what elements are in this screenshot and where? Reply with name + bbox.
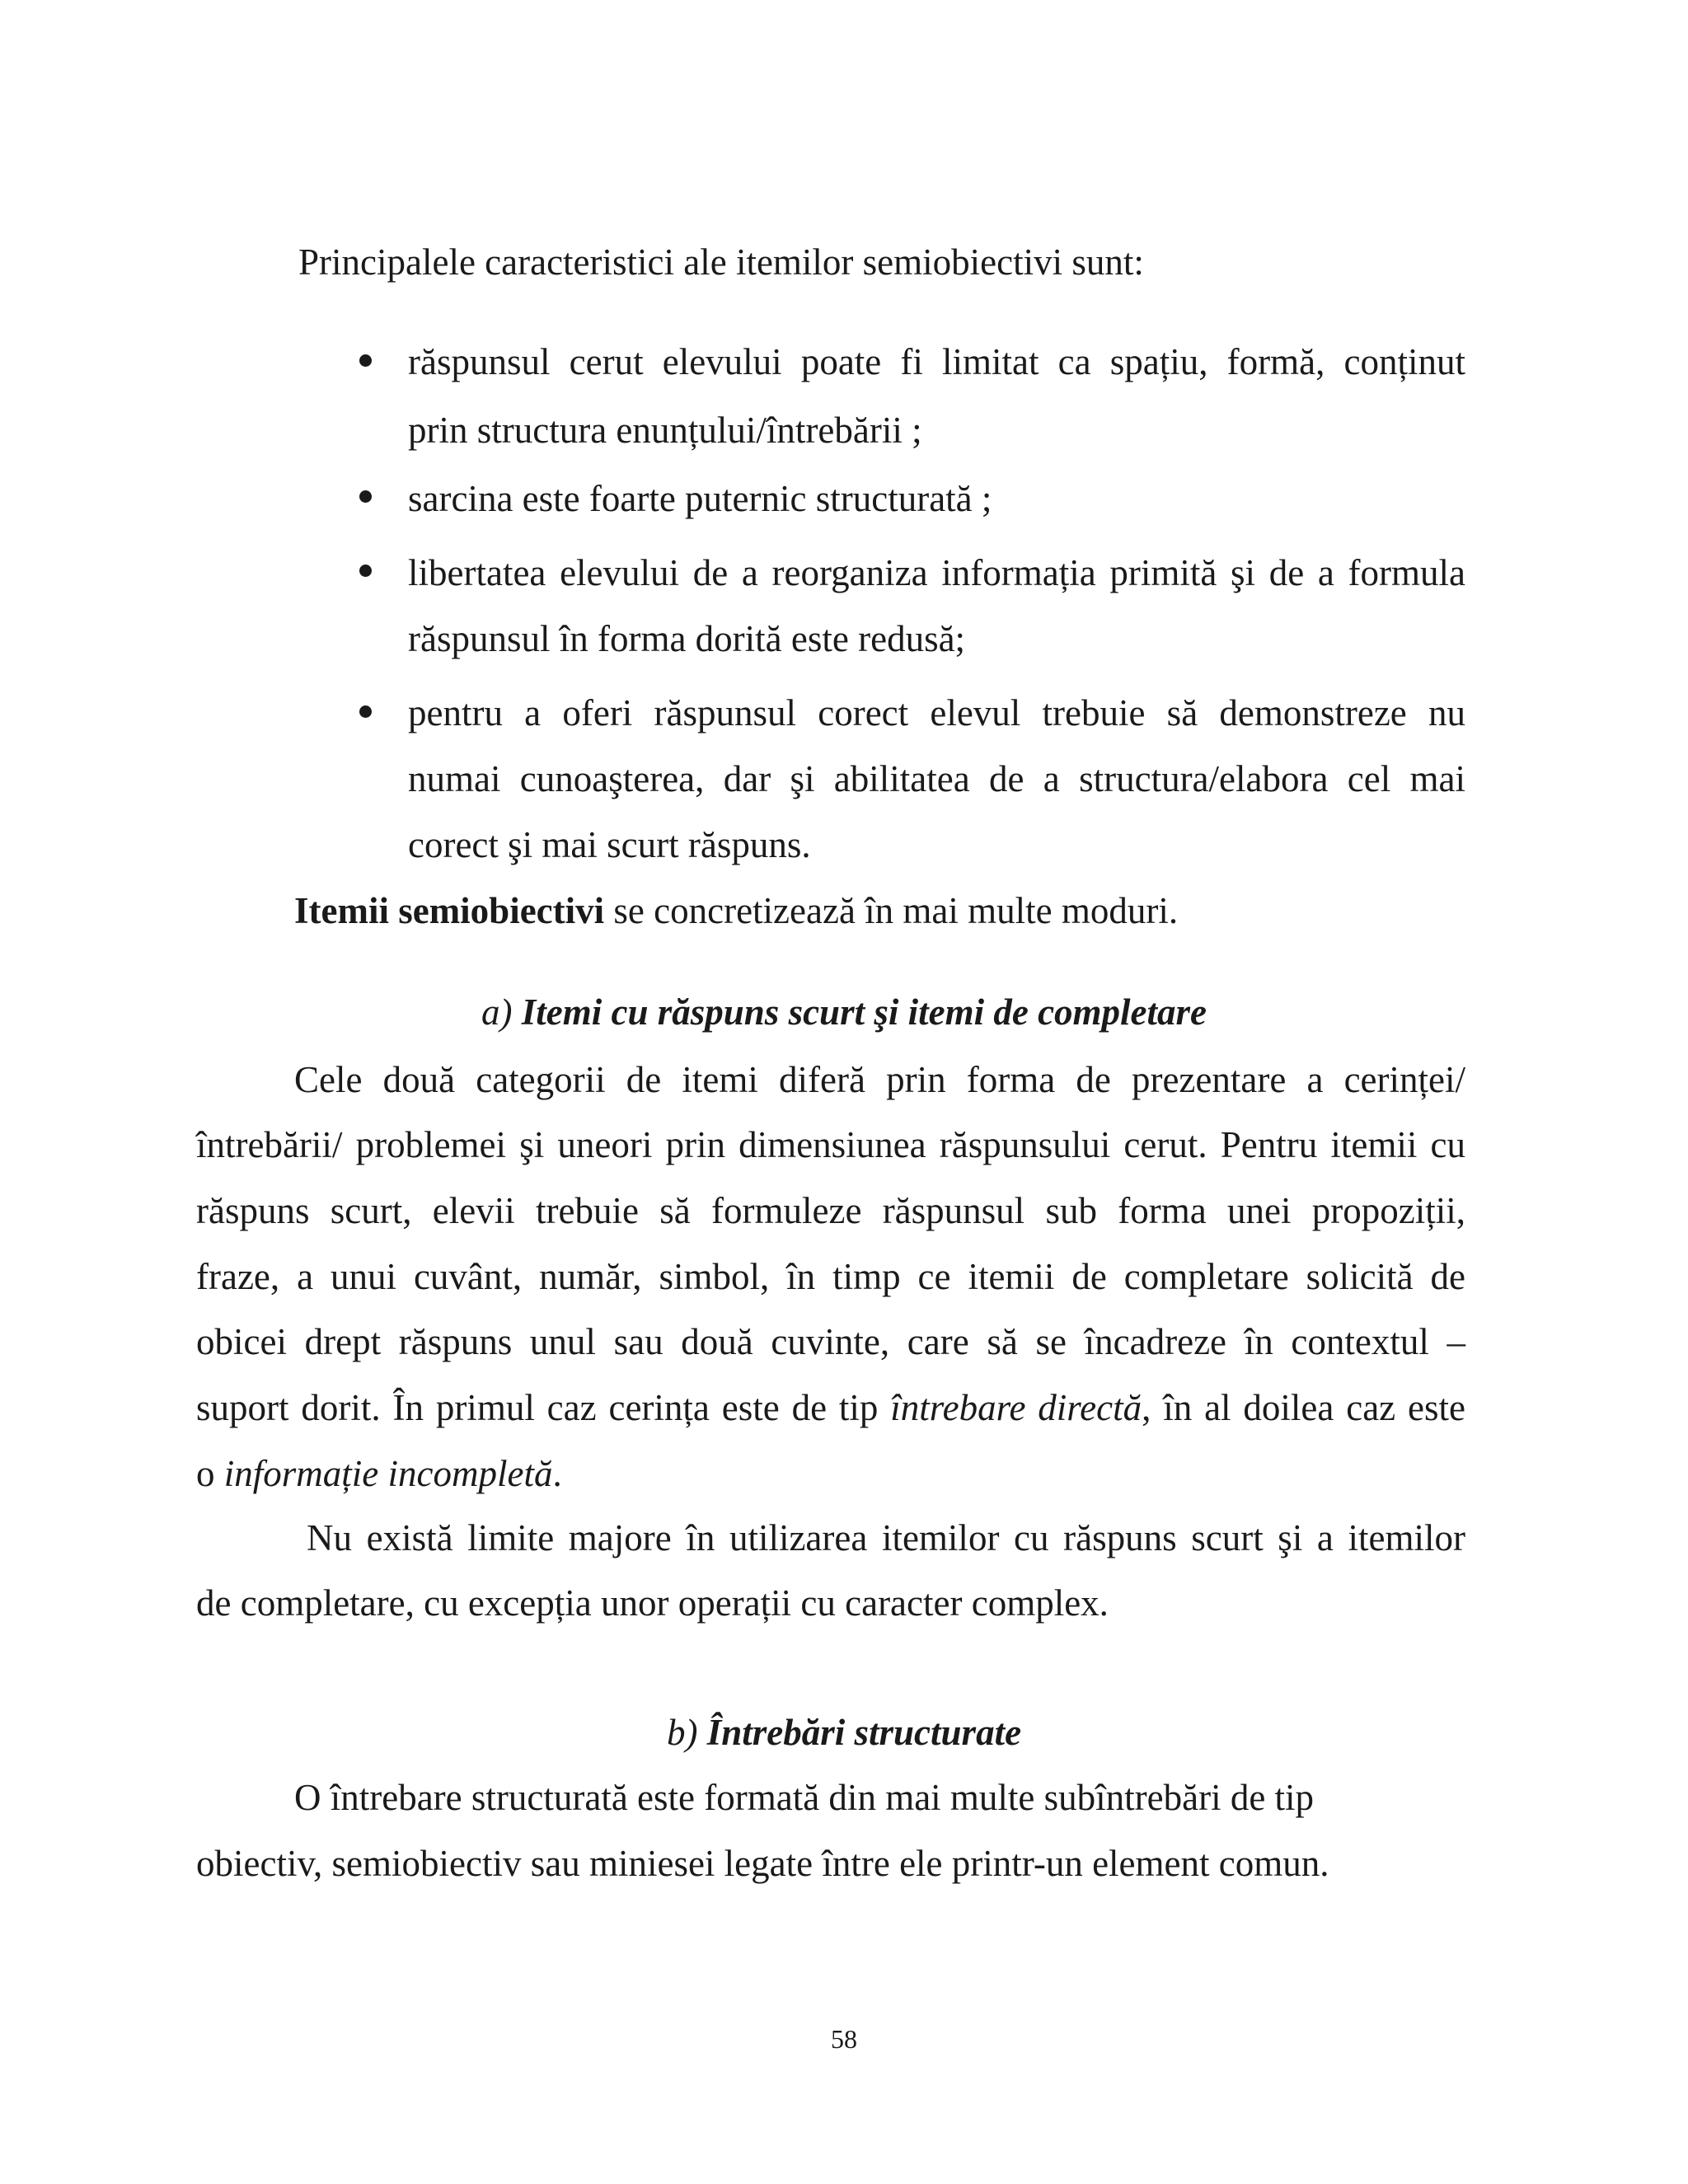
bullet-icon bbox=[359, 354, 372, 367]
summary-bold: Itemii semiobiectivi bbox=[294, 890, 605, 931]
section-a-p2-line-2: de completare, cu excepția unor operații cu caracter complex. bbox=[196, 1582, 1109, 1624]
section-b-p-line-2: obiectiv, semiobiectiv sau miniesei legate între ele printr-un element comun. bbox=[196, 1843, 1329, 1884]
text-span: . bbox=[552, 1453, 562, 1494]
emphasis-text: informație incompletă bbox=[223, 1453, 553, 1494]
section-a-prefix: a) bbox=[481, 991, 522, 1033]
section-b-prefix: b) bbox=[666, 1712, 707, 1753]
section-a-p1-line-1: Cele două categorii de itemi diferă prin forma de prezentare a cerinței/ bbox=[294, 1059, 1465, 1100]
summary-line bbox=[294, 888, 1178, 934]
emphasis-text: întrebare directă bbox=[890, 1387, 1142, 1428]
section-b-heading bbox=[0, 1709, 1688, 1755]
summary-rest: se concretizează în mai multe moduri. bbox=[604, 890, 1179, 931]
intro-text: Principalele caracteristici ale itemilor semiobiectivi sunt: bbox=[298, 241, 1144, 283]
section-a-title: Itemi cu răspuns scurt şi itemi de completare bbox=[521, 991, 1207, 1033]
bullet-4-line-1: pentru a oferi răspunsul corect elevul trebuie să demonstreze nu bbox=[408, 692, 1465, 733]
bullet-1-line-1: răspunsul cerut elevului poate fi limitat ca spațiu, formă, conținut bbox=[408, 341, 1465, 382]
section-a-p1-line-6 bbox=[196, 1385, 1465, 1431]
section-a-p1-line-2: întrebării/ problemei şi uneori prin dimensiunea răspunsului cerut. Pentru itemii cu bbox=[196, 1124, 1465, 1165]
bullet-icon bbox=[359, 705, 372, 718]
text-span: o bbox=[196, 1453, 224, 1494]
section-b-p-line-1: O întrebare structurată este formată din mai multe subîntrebări de tip bbox=[294, 1777, 1315, 1818]
bullet-2-line-1: sarcina este foarte puternic structurată ; bbox=[408, 478, 992, 519]
page-number: 58 bbox=[831, 2024, 857, 2054]
bullet-3-line-2: răspunsul în forma dorită este redusă; bbox=[408, 618, 966, 659]
section-a-p1-line-4: fraze, a unui cuvânt, număr, simbol, în timp ce itemii de completare solicită de bbox=[196, 1256, 1465, 1297]
bullet-4-line-3: corect şi mai scurt răspuns. bbox=[408, 824, 811, 865]
bullet-3-line-1: libertatea elevului de a reorganiza informația primită şi de a formula bbox=[408, 552, 1465, 593]
bullet-4-line-2: numai cunoaşterea, dar şi abilitatea de a structura/elabora cel mai bbox=[408, 758, 1465, 799]
section-a-heading bbox=[0, 989, 1688, 1035]
bullet-icon bbox=[359, 490, 372, 503]
section-a-p1-line-5: obicei drept răspuns unul sau două cuvinte, care să se încadreze în contextul – bbox=[196, 1321, 1465, 1362]
text-span: , în al doilea caz este bbox=[1142, 1387, 1465, 1428]
section-b-title: Întrebări structurate bbox=[706, 1712, 1022, 1753]
bullet-1-line-2: prin structura enunțului/întrebării ; bbox=[408, 410, 922, 451]
section-a-p2-line-1: Nu există limite majore în utilizarea itemilor cu răspuns scurt şi a itemilor bbox=[307, 1517, 1465, 1558]
text-span: suport dorit. În primul caz cerința este de tip bbox=[196, 1387, 891, 1428]
bullet-icon bbox=[359, 565, 372, 577]
section-a-p1-line-7 bbox=[196, 1451, 562, 1497]
section-a-p1-line-3: răspuns scurt, elevii trebuie să formuleze răspunsul sub forma unei propoziții, bbox=[196, 1190, 1465, 1231]
